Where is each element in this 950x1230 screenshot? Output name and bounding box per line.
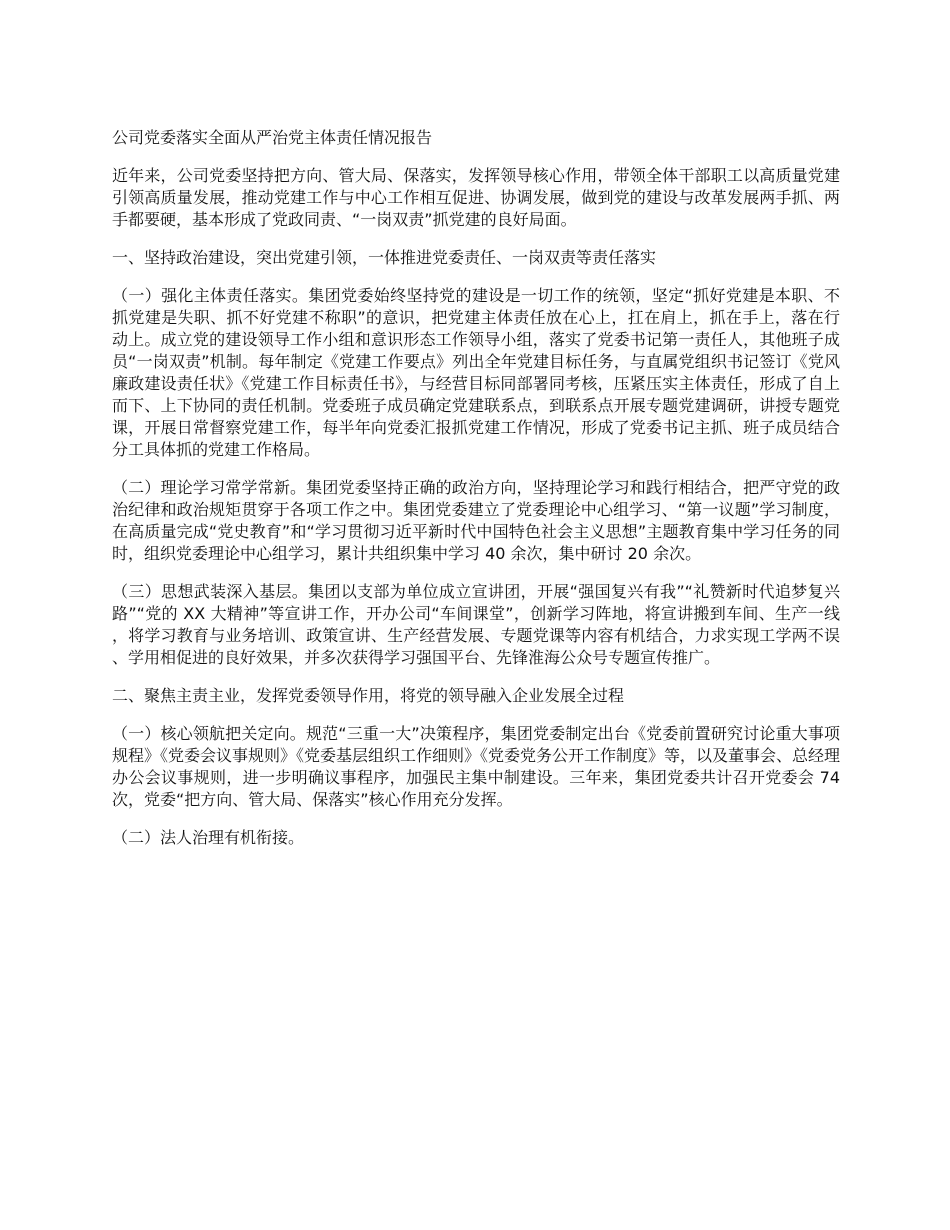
section-1-paragraph-3: （三）思想武装深入基层。集团以支部为单位成立宣讲团，开展“强国复兴有我”“礼赞新时代追梦复兴路”“党的 XX 大精神”等宣讲工作，开办公司“车间课堂”，创新学习阵地，将宣讲搬到车间、生产一线，将学习教育与业务培训、政策宣讲、生产经营发展、专题党课等内容有机结合，力求实现工学两不误、学用相促进的良好效果，并多次获得学习强国平台、先锋淮海公众号专题宣传推广。: [112, 582, 840, 667]
section-1-heading: 一、坚持政治建设，突出党建引领，一体推进党委责任、一岗双责等责任落实: [112, 248, 657, 267]
document-page: [112, 127, 840, 865]
section-1-paragraph-1: （一）强化主体责任落实。集团党委始终坚持党的建设是一切工作的统领，坚定“抓好党建是本职、不抓党建是失职、抓不好党建不称职”的意识，把党建主体责任放在心上，扛在肩上，抓在手上，落在行动上。成立党的建设领导工作小组和意识形态工作领导小组，落实了党委书记第一责任人，其他班子成员“一岗双责”机制。每年制定《党建工作要点》列出全年党建目标任务，与直属党组织书记签订《党风廉政建设责任状》《党建工作目标责任书》，与经营目标同部署同考核，压紧压实主体责任，形成了自上而下、上下协同的责任机制。党委班子成员确定党建联系点，到联系点开展专题党建调研，讲授专题党课，开展日常督察党建工作，每半年向党委汇报抓党建工作情况，形成了党委书记主抓、班子成员结合分工具体抓的党建工作格局。: [112, 286, 840, 459]
section-2-paragraph-2: （二）法人治理有机衔接。: [112, 828, 305, 847]
section-1-paragraph-2: （二）理论学习常学常新。集团党委坚持正确的政治方向，坚持理论学习和践行相结合，把严守党的政治纪律和政治规矩贯穿于各项工作之中。集团党委建立了党委理论中心组学习、“第一议题”学习制度，在高质量完成“党史教育”和“学习贯彻习近平新时代中国特色社会主义思想”主题教育集中学习任务的同时，组织党委理论中心组学习，累计共组织集中学习 40 余次，集中研讨 20 余次。: [112, 478, 840, 563]
document-title: 公司党委落实全面从严治党主体责任情况报告: [112, 128, 433, 147]
section-2-heading: 二、聚焦主责主业，发挥党委领导作用，将党的领导融入企业发展全过程: [112, 686, 625, 705]
section-2-paragraph-1: （一）核心领航把关定向。规范“三重一大”决策程序，集团党委制定出台《党委前置研究讨论重大事项规程》《党委会议事规则》《党委基层组织工作细则》《党委党务公开工作制度》等，以及董事会、总经理办公会议事规则，进一步明确议事程序，加强民主集中制建设。三年来，集团党委共计召开党委会 74 次，党委“把方向、管大局、保落实”核心作用充分发挥。: [112, 724, 841, 809]
intro-paragraph: 近年来，公司党委坚持把方向、管大局、保落实，发挥领导核心作用，带领全体干部职工以高质量党建引领高质量发展，推动党建工作与中心工作相互促进、协调发展，做到党的建设与改革发展两手抓、两手都要硬，基本形成了党政同责、“一岗双责”抓党建的良好局面。: [112, 166, 840, 229]
